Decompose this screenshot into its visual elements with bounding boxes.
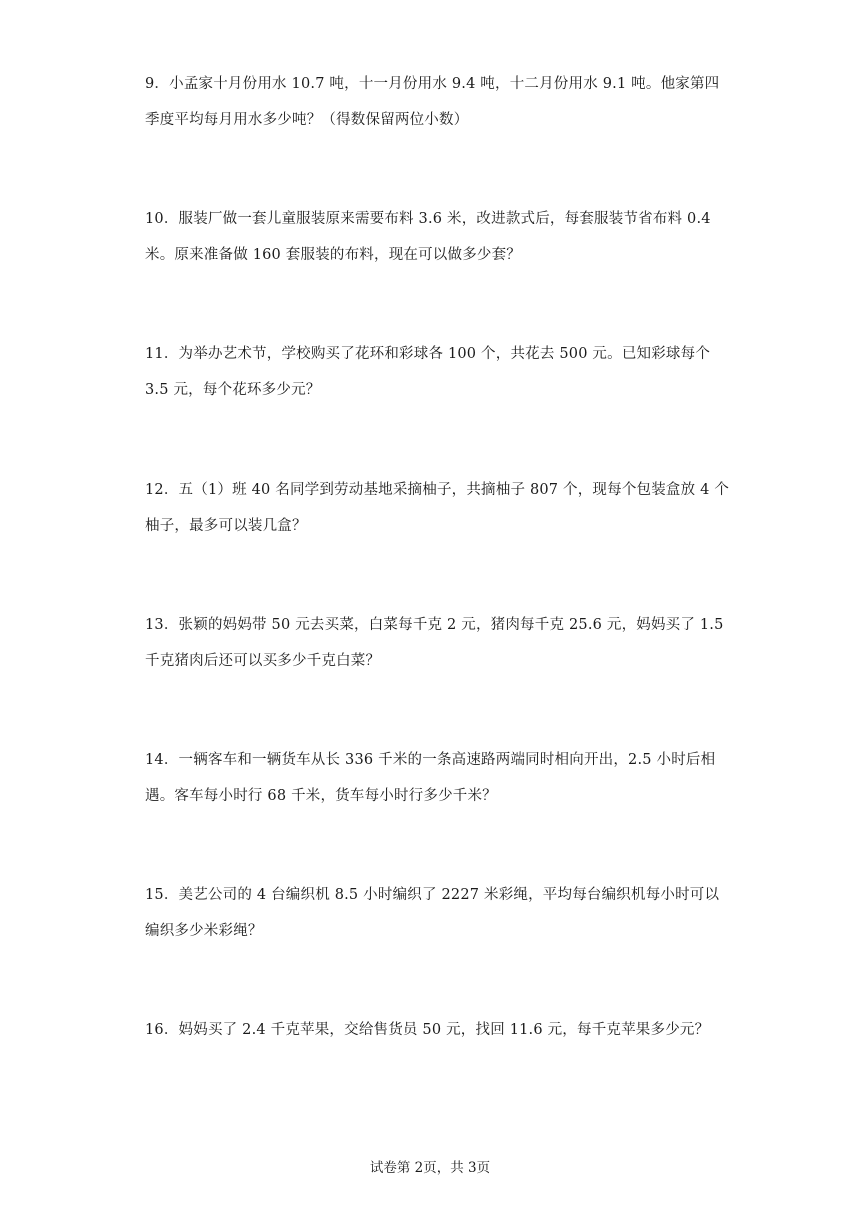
question-12-line-2: 柚子，最多可以装几盒？	[145, 518, 307, 534]
question-14-line-2: 遇。客车每小时行 68 千米，货车每小时行多少千米？	[145, 788, 497, 804]
question-14	[145, 742, 725, 814]
question-9	[145, 66, 725, 138]
question-12	[145, 472, 730, 544]
question-10-line-2: 米。原来准备做 160 套服装的布料，现在可以做多少套？	[145, 247, 521, 263]
page-footer: 试卷第 2页，共 3页	[369, 1160, 491, 1176]
question-16	[145, 1012, 725, 1048]
question-10	[145, 201, 725, 273]
question-11-line-1: 11．为举办艺术节，学校购买了花环和彩球各 100 个，共花去 500 元。已知彩球每个	[145, 346, 711, 362]
question-15-line-2: 编织多少米彩绳？	[145, 923, 263, 939]
question-13-line-1: 13．张颖的妈妈带 50 元去买菜，白菜每千克 2 元，猪肉每千克 25.6 元，妈妈买了 1.5	[145, 617, 724, 633]
question-13-line-2: 千克猪肉后还可以买多少千克白菜？	[145, 653, 381, 669]
question-16-line-1: 16．妈妈买了 2.4 千克苹果，交给售货员 50 元，找回 11.6 元，每千克苹果多少元？	[145, 1022, 710, 1038]
question-9-line-2: 季度平均每月用水多少吨？（得数保留两位小数）	[145, 112, 469, 128]
question-12-line-1: 12．五（1）班 40 名同学到劳动基地采摘柚子，共摘柚子 807 个，现每个包装盒放 4 个	[145, 482, 730, 498]
question-15	[145, 877, 725, 949]
question-10-line-1: 10．服装厂做一套儿童服装原来需要布料 3.6 米，改进款式后，每套服装节省布料 0.4	[145, 211, 711, 227]
question-13	[145, 607, 725, 679]
question-14-line-1: 14．一辆客车和一辆货车从长 336 千米的一条高速路两端同时相向开出，2.5 小时后相	[145, 752, 716, 768]
question-9-line-1: 9．小孟家十月份用水 10.7 吨，十一月份用水 9.4 吨，十二月份用水 9.1 吨。他家第四	[145, 76, 720, 92]
question-15-line-1: 15．美艺公司的 4 台编织机 8.5 小时编织了 2227 米彩绳，平均每台编织机每小时可以	[145, 887, 720, 903]
question-11	[145, 336, 725, 408]
question-11-line-2: 3.5 元，每个花环多少元？	[145, 382, 321, 398]
